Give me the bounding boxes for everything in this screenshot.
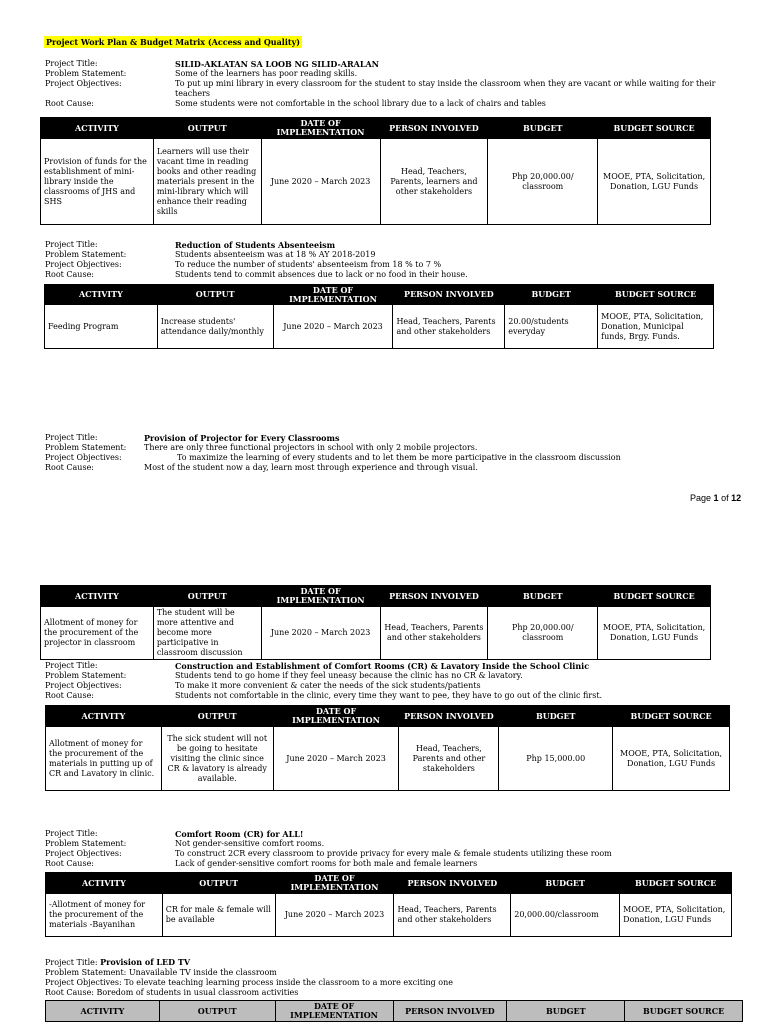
problem-statement: Some of the learners has poor reading skills. [175, 69, 358, 78]
header-person: PERSON INVOLVED [393, 1001, 507, 1022]
project-title: Reduction of Students Absenteeism [175, 240, 336, 250]
label-project-title: Project Title: [45, 59, 98, 68]
label-problem-statement: Problem Statement: [45, 839, 127, 848]
cell-output: The student will be more attentive and become more participative in classroom discussion [153, 607, 261, 660]
cell-budget: Php 15,000.00 [499, 727, 613, 791]
header-source: BUDGET SOURCE [620, 873, 732, 894]
cell-source: MOOE, PTA, Solicitation, Donation, LGU Funds [598, 607, 711, 660]
header-date: DATE OF IMPLEMENTATION [275, 1001, 393, 1022]
header-budget: BUDGET [505, 285, 598, 305]
header-activity: ACTIVITY [41, 118, 154, 139]
root-cause: Some students were not comfortable in the school library due to a lack of chairs and tables [175, 99, 546, 108]
root-cause: Students tend to commit absences due to lack or no food in their house. [175, 270, 468, 279]
header-output: OUTPUT [153, 118, 261, 139]
cell-source: MOOE, PTA, Solicitation, Donation, LGU Funds [620, 894, 732, 937]
header-budget: BUDGET [511, 873, 620, 894]
root-cause: Boredom of students in usual classroom activities [96, 988, 299, 997]
table-row [41, 607, 711, 660]
header-source: BUDGET SOURCE [613, 706, 730, 727]
problem-statement: Students tend to go home if they feel uneasy because the clinic has no CR & lavatory. [175, 671, 523, 680]
cell-output: The sick student will not be going to hesitate visiting the clinic since CR & lavatory is already available. [161, 727, 273, 791]
document-title: Project Work Plan & Budget Matrix (Access and Quality) [46, 37, 301, 47]
header-budget: BUDGET [488, 118, 598, 139]
label-project-objectives: Project Objectives: [45, 79, 122, 88]
cell-budget: Php 20,000.00/ classroom [488, 607, 598, 660]
label-project-objectives: Project Objectives: [45, 681, 122, 690]
budget-table-6 [45, 1000, 743, 1022]
budget-table-5 [45, 872, 732, 937]
cell-date: June 2020 – March 2023 [261, 139, 380, 225]
header-date: DATE OF IMPLEMENTATION [261, 586, 380, 607]
label-project-title: Project Title: [45, 240, 98, 249]
header-activity: ACTIVITY [45, 285, 158, 305]
cell-source: MOOE, PTA, Solicitation, Donation, LGU Funds [613, 727, 730, 791]
header-budget: BUDGET [488, 586, 598, 607]
table-row [46, 894, 732, 937]
root-cause: Students not comfortable in the clinic, every time they want to pee, they have to go out of the clinic first. [175, 691, 603, 700]
label-problem-statement: Problem Statement: [45, 250, 127, 259]
label-problem-statement: Problem Statement: [45, 443, 127, 452]
label-project-title: Project Title: [45, 661, 98, 670]
label-problem-statement: Problem Statement: [45, 69, 127, 78]
project-title: Provision of Projector for Every Classrooms [144, 433, 340, 443]
project-title: Comfort Room (CR) for ALL! [175, 829, 304, 839]
label-problem-statement: Problem Statement: [45, 671, 127, 680]
project-info-6 [45, 957, 745, 998]
cell-output: CR for male & female will be available [162, 894, 275, 937]
cell-activity: -Allotment of money for the procurement of the materials -Bayanihan [46, 894, 163, 937]
header-source: BUDGET SOURCE [598, 586, 711, 607]
problem-statement: There are only three functional projectors in school with only 2 mobile projectors. [144, 443, 478, 452]
project-title: Construction and Establishment of Comfort Rooms (CR) & Lavatory Inside the School Clinic [175, 661, 590, 671]
project-info-4 [45, 661, 745, 701]
project-objectives: To maximize the learning of every students and to let them be more participative in the classroom discussion [177, 453, 621, 462]
header-date: DATE OF IMPLEMENTATION [273, 285, 393, 305]
root-cause: Most of the student now a day, learn most through experience and through visual. [144, 463, 478, 472]
header-person: PERSON INVOLVED [380, 118, 488, 139]
label-project-title: Project Title: [45, 829, 98, 838]
header-output: OUTPUT [153, 586, 261, 607]
cell-person: Head, Teachers, Parents, learners and other stakeholders [380, 139, 488, 225]
label-project-objectives: Project Objectives: [45, 849, 122, 858]
table-row [45, 305, 714, 349]
root-cause-line: Root Cause: Boredom of students in usual classroom activities [45, 988, 299, 997]
header-person: PERSON INVOLVED [393, 285, 505, 305]
project-objectives: To make it more convenient & cater the needs of the sick students/patients [175, 681, 481, 690]
project-info-5 [45, 829, 745, 869]
label-project-objectives: Project Objectives: [45, 453, 122, 462]
project-info-1 [45, 59, 735, 109]
header-activity: ACTIVITY [46, 706, 162, 727]
cell-budget: 20.00/students everyday [505, 305, 598, 349]
page-number: Page 1 of 12 [690, 493, 742, 503]
project-title: Provision of LED TV [100, 957, 191, 967]
label-project-title: Project Title: [45, 433, 98, 442]
project-objectives: To reduce the number of students' absenteeism from 18 % to 7 % [175, 260, 442, 269]
budget-table-4 [45, 705, 730, 791]
cell-person: Head, Teachers, Parents and other stakeholders [394, 894, 511, 937]
header-activity: ACTIVITY [46, 873, 163, 894]
root-cause: Lack of gender-sensitive comfort rooms for both male and female learners [175, 859, 478, 868]
table-row [41, 139, 711, 225]
header-person: PERSON INVOLVED [394, 873, 511, 894]
cell-person: Head, Teachers, Parents and other stakeholders [393, 305, 505, 349]
header-source: BUDGET SOURCE [598, 285, 714, 305]
budget-table-1 [40, 117, 711, 225]
header-output: OUTPUT [157, 285, 273, 305]
header-budget: BUDGET [507, 1001, 625, 1022]
cell-source: MOOE, PTA, Solicitation, Donation, Municipal funds, Brgy. Funds. [598, 305, 714, 349]
cell-activity: Allotment of money for the procurement of the projector in classroom [41, 607, 154, 660]
cell-activity: Provision of funds for the establishment of mini-library inside the classrooms of JHS and SHS [41, 139, 154, 225]
project-info-2 [45, 240, 735, 280]
project-objectives: To elevate teaching learning process inside the classroom to a more exciting one [124, 978, 453, 987]
header-source: BUDGET SOURCE [625, 1001, 743, 1022]
cell-date: June 2020 – March 2023 [275, 894, 394, 937]
project-info-3 [45, 433, 745, 473]
project-title-line: Project Title: Provision of LED TV [45, 957, 191, 967]
cell-person: Head, Teachers, Parents and other stakeholders [399, 727, 499, 791]
cell-person: Head, Teachers, Parents and other stakeholders [380, 607, 488, 660]
header-activity: ACTIVITY [41, 586, 154, 607]
cell-budget: 20,000.00/classroom [511, 894, 620, 937]
project-objectives: To construct 2CR every classroom to provide privacy for every male & female students utilizing these room [175, 849, 612, 858]
label-root-cause: Root Cause: [45, 463, 94, 472]
project-title: SILID-AKLATAN SA LOOB NG SILID-ARALAN [175, 59, 379, 69]
header-person: PERSON INVOLVED [380, 586, 488, 607]
label-project-objectives: Project Objectives: [45, 260, 122, 269]
header-output: OUTPUT [162, 873, 275, 894]
cell-date: June 2020 – March 2023 [261, 607, 380, 660]
table-row [46, 727, 730, 791]
cell-source: MOOE, PTA, Solicitation, Donation, LGU Funds [598, 139, 711, 225]
header-date: DATE OF IMPLEMENTATION [273, 706, 399, 727]
problem-statement: Not gender-sensitive comfort rooms. [175, 839, 325, 848]
cell-output: Increase students' attendance daily/monthly [157, 305, 273, 349]
header-output: OUTPUT [161, 706, 273, 727]
label-root-cause: Root Cause: [45, 859, 94, 868]
cell-activity: Feeding Program [45, 305, 158, 349]
header-activity: ACTIVITY [46, 1001, 160, 1022]
problem-statement: Students absenteeism was at 18 % AY 2018-2019 [175, 250, 376, 259]
label-root-cause: Root Cause: [45, 99, 94, 108]
header-date: DATE OF IMPLEMENTATION [261, 118, 380, 139]
header-person: PERSON INVOLVED [399, 706, 499, 727]
label-root-cause: Root Cause: [45, 270, 94, 279]
cell-activity: Allotment of money for the procurement of the materials in putting up of CR and Lavatory in clinic. [46, 727, 162, 791]
header-date: DATE OF IMPLEMENTATION [275, 873, 394, 894]
cell-output: Learners will use their vacant time in reading books and other reading materials present in the mini-library which will enhance their reading skills [153, 139, 261, 225]
header-output: OUTPUT [159, 1001, 275, 1022]
budget-table-3 [40, 585, 711, 660]
project-objectives: To put up mini library in every classroom for the student to stay inside the classroom when they are vacant or while waiting for their teachers [175, 79, 716, 98]
cell-date: June 2020 – March 2023 [273, 727, 399, 791]
cell-budget: Php 20,000.00/ classroom [488, 139, 598, 225]
problem-statement: Unavailable TV inside the classroom [128, 968, 277, 977]
problem-statement-line: Problem Statement: Unavailable TV inside the classroom [45, 968, 277, 977]
project-objectives-line: Project Objectives: To elevate teaching learning process inside the classroom to a more exciting one [45, 978, 453, 987]
header-source: BUDGET SOURCE [598, 118, 711, 139]
budget-table-2 [44, 284, 714, 349]
cell-date: June 2020 – March 2023 [273, 305, 393, 349]
label-root-cause: Root Cause: [45, 691, 94, 700]
header-budget: BUDGET [499, 706, 613, 727]
